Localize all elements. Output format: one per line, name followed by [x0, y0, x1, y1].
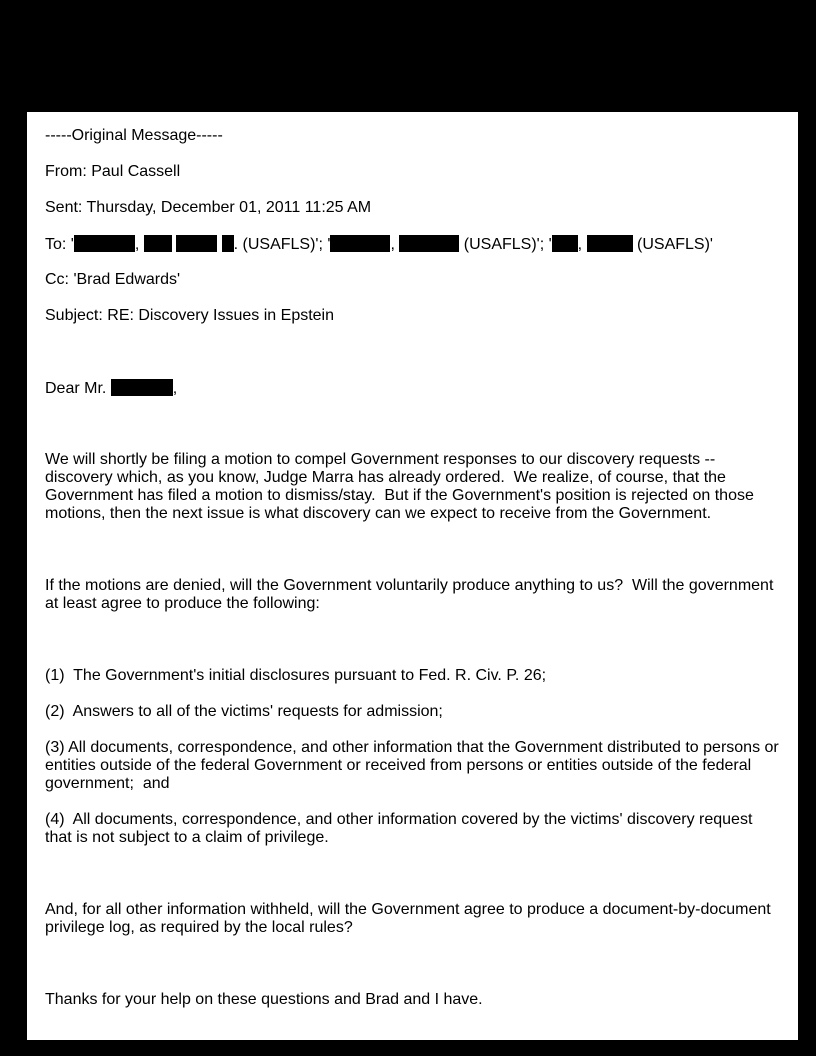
redaction-box	[144, 235, 172, 252]
to-part: . (USAFLS)'; '	[233, 236, 331, 253]
list-item: (1) The Government's initial disclosures pursuant to Fed. R. Civ. P. 26;	[45, 667, 547, 684]
paragraph-3: And, for all other information withheld, will the Government agree to produce a document-by-document privilege log, as required by the local rules?	[45, 901, 776, 936]
email-page	[27, 112, 798, 1040]
salutation	[45, 379, 780, 398]
list-item: (2) Answers to all of the victims' requests for admission;	[45, 703, 443, 720]
to-part: ,	[577, 236, 587, 253]
closing-line: Thanks for your help on these questions and Brad and I have.	[45, 991, 483, 1008]
salutation-suffix: ,	[172, 380, 178, 397]
to-line	[45, 235, 780, 254]
paragraph-2: If the motions are denied, will the Government voluntarily produce anything to us? Will the government at least agree to produce the following:	[45, 577, 778, 612]
redaction-box	[176, 235, 217, 252]
cc-line: Cc: 'Brad Edwards'	[45, 271, 181, 288]
sent-line: Sent: Thursday, December 01, 2011 11:25 AM	[45, 199, 372, 216]
to-part: ,	[390, 236, 400, 253]
to-part: ,	[134, 236, 144, 253]
to-part: (USAFLS)'; '	[459, 236, 552, 253]
redaction-box	[330, 235, 390, 252]
redaction-box	[399, 235, 459, 252]
redaction-box	[552, 235, 578, 252]
list-item: (4) All documents, correspondence, and other information covered by the victims' discovery request that is not subject to a claim of privilege.	[45, 811, 757, 846]
paragraph-1: We will shortly be filing a motion to compel Government responses to our discovery requests -- discovery which, as you know, Judge Marra has already ordered. We realize, of course, that the Government has filed a motion to dismiss/stay. But if the Government's position is rejected on those motions, then the next issue is what discovery can we expect to receive from the Government.	[45, 451, 759, 522]
subject-line: Subject: RE: Discovery Issues in Epstein	[45, 307, 335, 324]
redaction-box	[587, 235, 633, 252]
original-message-header: -----Original Message-----	[45, 127, 223, 144]
to-prefix: To: '	[45, 236, 74, 253]
redaction-box	[111, 379, 173, 396]
from-line: From: Paul Cassell	[45, 163, 181, 180]
redaction-box	[74, 235, 135, 252]
redaction-box	[222, 235, 234, 252]
list-item: (3) All documents, correspondence, and other information that the Government distributed to persons or entities outside of the federal Government or received from persons or entities outside of the federal government; and	[45, 739, 784, 792]
salutation-prefix: Dear Mr.	[45, 380, 111, 397]
to-part: (USAFLS)'	[632, 236, 713, 253]
